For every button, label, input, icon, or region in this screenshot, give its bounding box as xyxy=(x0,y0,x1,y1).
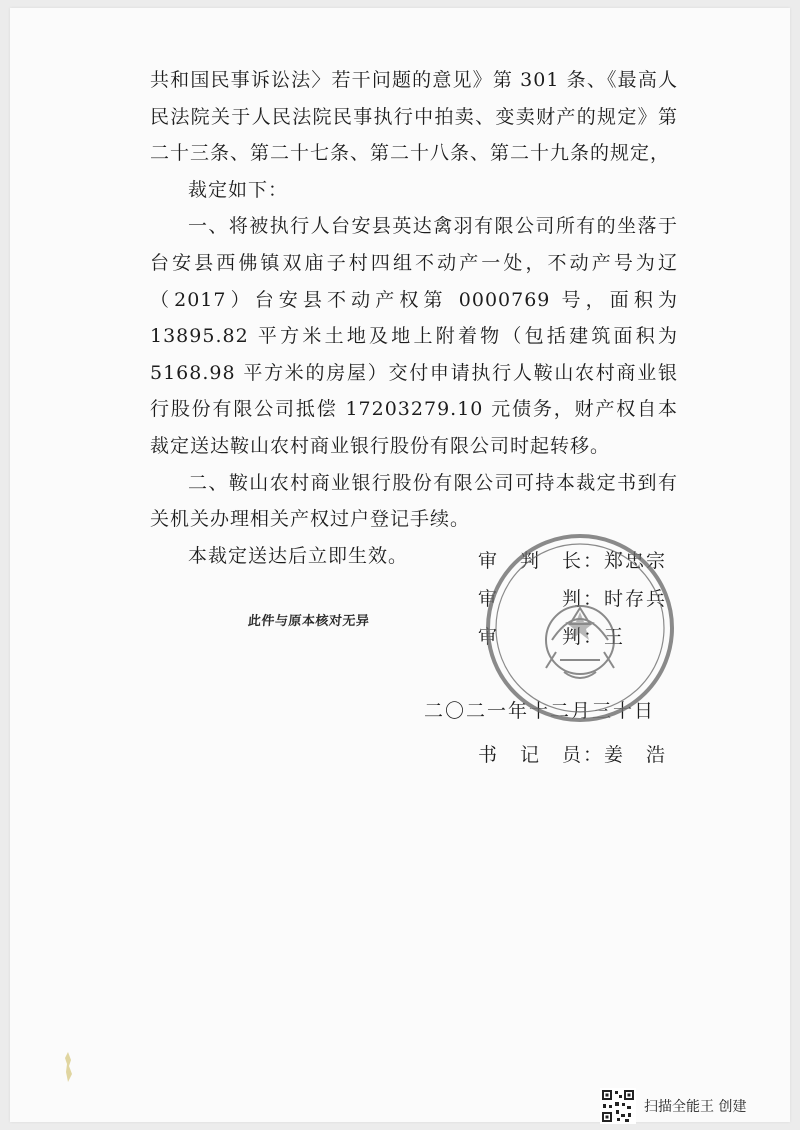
ruling-date: 二〇二一年十二月三十日 xyxy=(424,700,656,722)
ruling-body xyxy=(150,62,678,574)
effective-clause: 本裁定送达后立即生效。 xyxy=(188,544,409,567)
clerk-signature: 书 记 员：姜 浩 xyxy=(478,744,668,766)
scanner-app-label: 扫描全能王 创建 xyxy=(644,1099,747,1115)
chief-judge-signature: 审 判 长：郑忠宗 xyxy=(478,550,668,572)
court-seal-icon xyxy=(480,528,680,728)
ruling-item-2: 二、鞍山农村商业银行股份有限公司可持本裁定书到有关机关办理相关产权过户登记手续。 xyxy=(150,471,678,531)
paper-speck xyxy=(64,1052,73,1082)
legal-basis-paragraph: 共和国民事诉讼法〉若干问题的意见》第 301 条、《最高人民法院关于人民法院民事执行中拍卖、变卖财产的规定》第二十三条、第二十七条、第二十八条、第二十九条的规定， xyxy=(150,69,678,165)
judge-signature-2: 审 判：王 xyxy=(478,626,626,648)
judge-signature-1: 审 判：时存兵 xyxy=(478,588,668,610)
ruling-item-1: 一、将被执行人台安县英达禽羽有限公司所有的坐落于台安县西佛镇双庙子村四组不动产一处，不动产号为辽（2017）台安县不动产权第 0000769 号，面积为 13895.82 平方米土地及地上附着物（包括建筑面积为 5168.98 平方米的房屋）交付申请执行人鞍山农村商业银行股份有限公司抵偿 17203279.10 元债务，财产权自本裁定送达鞍山农村商业银行股份有限公司时起转移。 xyxy=(150,215,678,457)
scanner-watermark xyxy=(600,1088,746,1124)
ruling-intro: 裁定如下： xyxy=(188,178,289,201)
qr-code-icon xyxy=(600,1088,636,1124)
certification-stamp: 此件与原本核对无异 xyxy=(247,614,370,629)
